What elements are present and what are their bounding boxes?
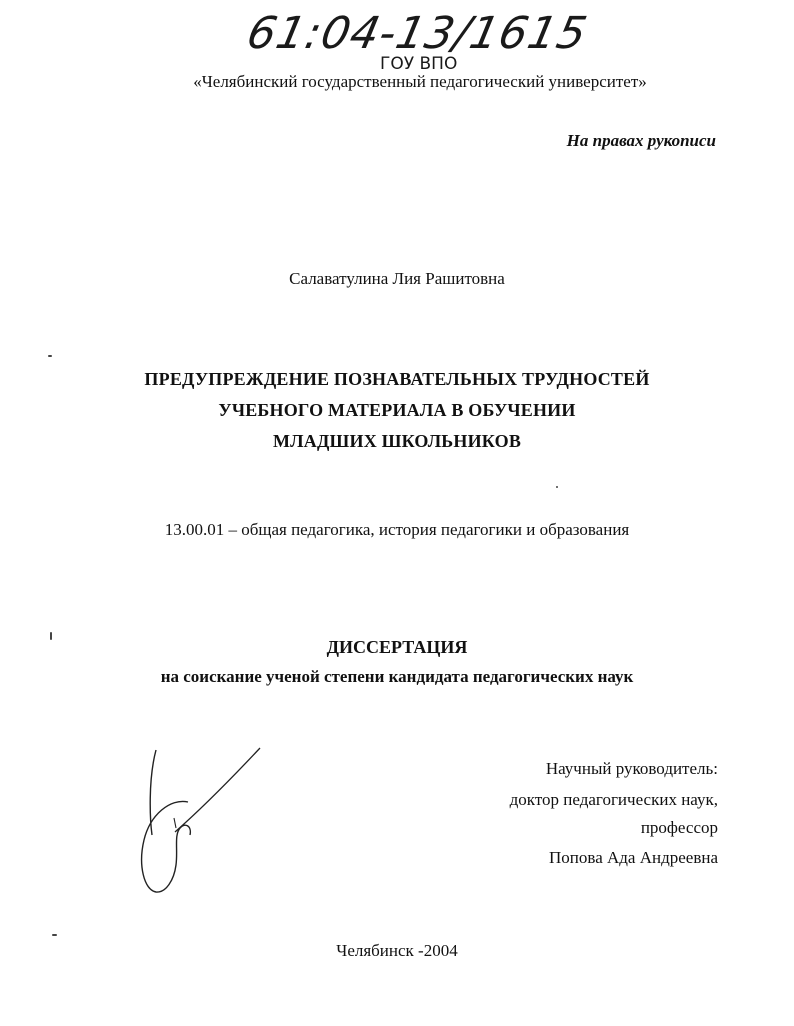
signature-image [130, 740, 270, 900]
supervisor-name: Попова Ада Андреевна [549, 848, 718, 867]
title-line-2: УЧЕБНОГО МАТЕРИАЛА В ОБУЧЕНИИ [218, 400, 576, 420]
scan-speck [50, 632, 52, 640]
author-name: Салаватулина Лия Рашитовна [289, 269, 505, 288]
handwritten-archive-code: 61:04-13/1615 [242, 8, 592, 59]
scan-speck [52, 934, 57, 936]
institution-name: «Челябинский государственный педагогический университет» [193, 72, 647, 91]
document-type: ДИССЕРТАЦИЯ [326, 637, 468, 657]
degree-sought: на соискание ученой степени кандидата педагогических наук [160, 667, 634, 686]
supervisor-degree: доктор педагогических наук, [509, 790, 718, 809]
specialty-code: 13.00.01 – общая педагогика, история педагогики и образования [164, 520, 630, 539]
title-line-1: ПРЕДУПРЕЖДЕНИЕ ПОЗНАВАТЕЛЬНЫХ ТРУДНОСТЕЙ [144, 369, 650, 389]
city-year: Челябинск -2004 [336, 941, 458, 960]
scan-speck [556, 486, 558, 488]
scan-speck [48, 355, 52, 357]
supervisor-rank: профессор [640, 818, 718, 837]
supervisor-label: Научный руководитель: [545, 759, 718, 778]
title-line-3: МЛАДШИХ ШКОЛЬНИКОВ [272, 431, 522, 451]
manuscript-note: На правах рукописи [566, 131, 716, 150]
handwritten-archive-note: ГОУ ВПО [380, 54, 458, 74]
